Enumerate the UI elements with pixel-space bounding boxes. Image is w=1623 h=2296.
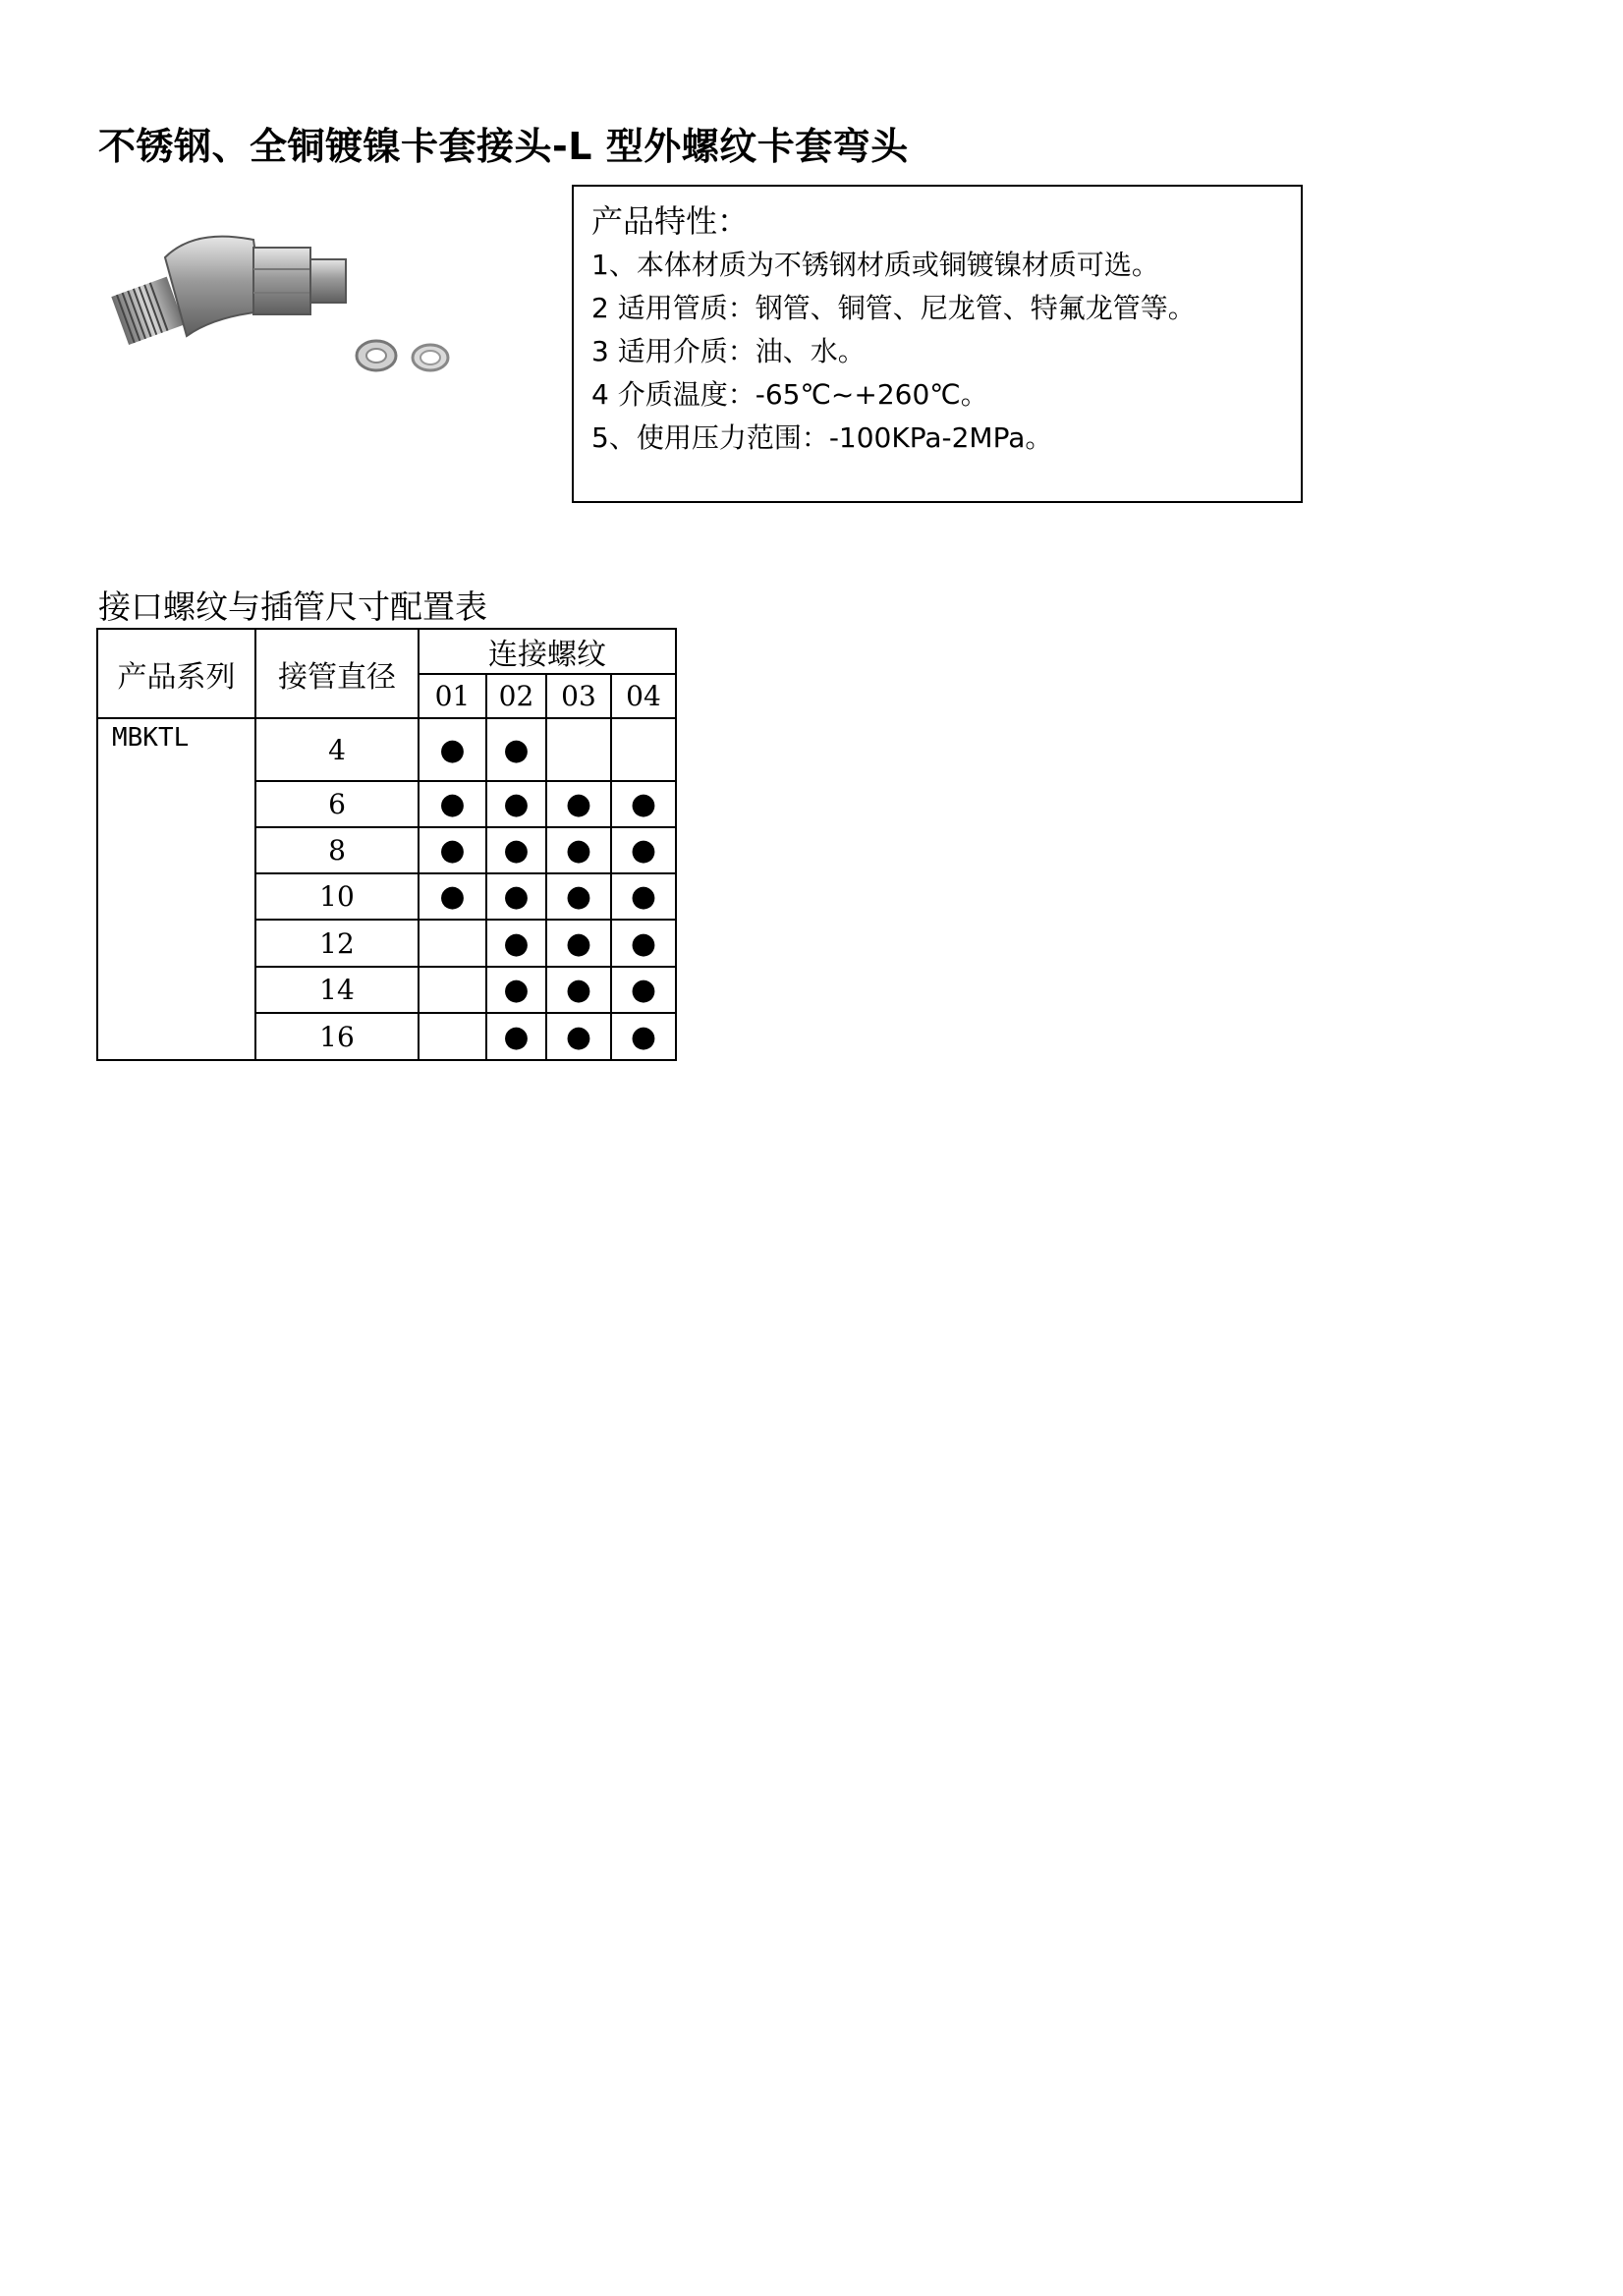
mark-cell (419, 1013, 486, 1060)
thread-code: 02 (486, 674, 546, 718)
availability-dot: ● (439, 787, 466, 821)
mark-cell (611, 967, 676, 1013)
availability-dot: ● (630, 925, 657, 961)
availability-dot: ● (565, 787, 592, 821)
availability-dot: ● (565, 925, 592, 961)
mark-cell (611, 920, 676, 967)
diameter-cell: 6 (255, 781, 419, 827)
feature-item: 3 适用介质：油、水。 (591, 335, 866, 367)
mark-cell (611, 1013, 676, 1060)
table-row (97, 718, 676, 781)
diameter-cell: 4 (255, 718, 419, 781)
mark-cell (419, 781, 486, 827)
series-cell: MBKTL (97, 718, 255, 1060)
availability-dot: ● (503, 787, 530, 821)
elbow-fitting-image (106, 218, 470, 385)
header-diameter: 接管直径 (255, 629, 419, 718)
thread-code: 04 (611, 674, 676, 718)
availability-dot: ● (503, 973, 530, 1007)
page-title: 不锈钢、全铜镀镍卡套接头-L 型外螺纹卡套弯头 (98, 125, 909, 168)
mark-cell (546, 873, 611, 920)
mark-cell (419, 827, 486, 873)
thread-code: 01 (419, 674, 486, 718)
thread-code: 03 (546, 674, 611, 718)
availability-dot: ● (439, 833, 466, 868)
mark-cell (611, 718, 676, 781)
availability-dot: ● (630, 973, 657, 1007)
mark-cell (611, 781, 676, 827)
mark-cell (419, 920, 486, 967)
diameter-cell: 8 (255, 827, 419, 873)
availability-dot: ● (503, 1019, 530, 1054)
availability-dot: ● (503, 879, 530, 914)
mark-cell (486, 920, 546, 967)
availability-dot: ● (503, 732, 530, 767)
header-thread: 连接螺纹 (419, 629, 676, 674)
diameter-cell: 10 (255, 873, 419, 920)
mark-cell (611, 827, 676, 873)
header-series: 产品系列 (97, 629, 255, 718)
availability-dot: ● (439, 879, 466, 914)
table-title: 接口螺纹与插管尺寸配置表 (98, 588, 487, 626)
mark-cell (546, 718, 611, 781)
availability-dot: ● (565, 1019, 592, 1054)
availability-dot: ● (630, 879, 657, 914)
availability-dot: ● (630, 833, 657, 868)
diameter-cell: 12 (255, 920, 419, 967)
mark-cell (486, 827, 546, 873)
mark-cell (419, 873, 486, 920)
mark-cell (419, 718, 486, 781)
feature-item: 2 适用管质：钢管、铜管、尼龙管、特氟龙管等。 (591, 292, 1196, 324)
availability-dot: ● (503, 925, 530, 961)
availability-dot: ● (565, 879, 592, 914)
availability-dot: ● (630, 1019, 657, 1054)
diameter-cell: 14 (255, 967, 419, 1013)
mark-cell (546, 827, 611, 873)
availability-dot: ● (503, 833, 530, 868)
product-features-box (572, 185, 1303, 503)
mark-cell (546, 781, 611, 827)
feature-item: 1、本体材质为不锈钢材质或铜镀镍材质可选。 (591, 249, 1159, 281)
mark-cell (486, 781, 546, 827)
availability-dot: ● (565, 833, 592, 868)
feature-item: 5、使用压力范围：-100KPa-2MPa。 (591, 421, 1053, 454)
mark-cell (546, 967, 611, 1013)
mark-cell (611, 873, 676, 920)
diameter-cell: 16 (255, 1013, 419, 1060)
mark-cell (486, 873, 546, 920)
availability-dot: ● (565, 973, 592, 1007)
mark-cell (419, 967, 486, 1013)
mark-cell (546, 920, 611, 967)
features-heading: 产品特性： (591, 202, 750, 240)
mark-cell (486, 967, 546, 1013)
feature-item: 4 介质温度：-65℃~+260℃。 (591, 378, 988, 411)
availability-dot: ● (439, 732, 466, 767)
thread-config-table (96, 628, 677, 1061)
mark-cell (546, 1013, 611, 1060)
mark-cell (486, 718, 546, 781)
availability-dot: ● (630, 787, 657, 821)
mark-cell (486, 1013, 546, 1060)
